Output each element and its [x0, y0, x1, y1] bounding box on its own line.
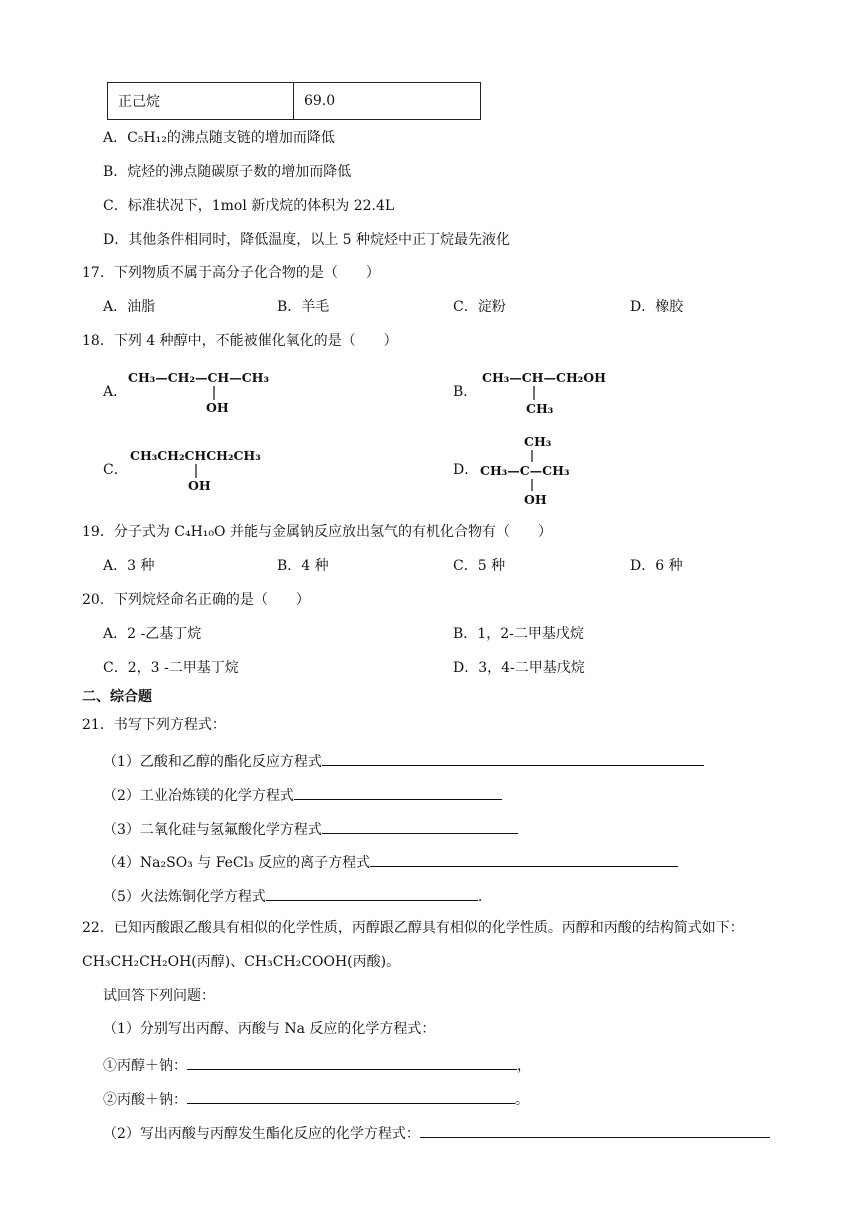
q19-option-a: A．3 种 [103, 558, 155, 574]
q17-option-c: C．淀粉 [453, 299, 506, 315]
q20-option-b: B．1，2-二甲基戊烷 [453, 626, 584, 642]
q18-option-b-label: B． [453, 384, 478, 400]
structure-c [130, 444, 270, 496]
q17-option-b: B．羊毛 [277, 299, 330, 315]
q22-sub-1-text: ①丙醇＋钠： [103, 1058, 187, 1074]
structure-b-chain: CH₃—CH—CH₂OH [482, 370, 606, 385]
q21-answer-line-4[interactable] [370, 850, 678, 867]
structure-a-sub: OH [206, 400, 229, 415]
q21-part-1 [103, 749, 704, 772]
q22-stem-line-2: CH₃CH₂CH₂OH(丙醇)、CH₃CH₂COOH(丙酸)。 [82, 954, 401, 970]
structure-c-sub: OH [188, 478, 211, 493]
q20-option-c: C．2，3 -二甲基丁烷 [103, 660, 239, 676]
structure-d-top: CH₃ [524, 434, 552, 449]
q16-option-d: D．其他条件相同时，降低温度，以上 5 种烷烃中正丁烷最先液化 [103, 232, 511, 248]
q21-answer-line-3[interactable] [322, 817, 518, 834]
q21-stem: 21．书写下列方程式： [82, 717, 226, 733]
q21-part-2-text: （2）工业冶炼镁的化学方程式 [103, 788, 294, 804]
q18-option-c-label: C． [103, 462, 128, 478]
q22-sub-1-end: ， [517, 1058, 531, 1074]
q22-part-2-text: （2）写出丙酸与丙醇发生酯化反应的化学方程式： [103, 1126, 420, 1142]
structure-d-chain: CH₃—C—CH₃ [480, 463, 570, 478]
q17-option-d: D．橡胶 [630, 299, 684, 315]
q19-option-d: D．6 种 [630, 558, 683, 574]
q21-part-3 [103, 817, 518, 840]
q21-part-4 [103, 850, 678, 873]
q22-sub-1 [103, 1053, 531, 1076]
q18-stem: 18．下列 4 种醇中，不能被催化氧化的是（ ） [82, 333, 398, 349]
q19-option-b: B．4 种 [277, 558, 329, 574]
q22-sub-2 [103, 1087, 529, 1110]
q20-option-a: A．2 -乙基丁烷 [103, 626, 202, 642]
structure-a [128, 366, 268, 418]
q22-stem-line-1: 22．已知丙酸跟乙酸具有相似的化学性质，丙醇跟乙醇具有相似的化学性质。丙醇和丙酸的结构简式如下： [82, 920, 744, 936]
q22-answer-line-3[interactable] [420, 1121, 770, 1138]
q22-part-2 [103, 1121, 770, 1144]
structure-d [480, 430, 590, 510]
q21-part-3-text: （3）二氧化硅与氢氟酸化学方程式 [103, 822, 322, 838]
q21-answer-line-2[interactable] [294, 783, 502, 800]
q22-ask: 试回答下列问题： [103, 988, 215, 1004]
q21-part-2 [103, 783, 502, 806]
q16-option-a: A．C₅H₁₂的沸点随支链的增加而降低 [103, 130, 335, 146]
boiling-point-table [107, 82, 481, 120]
q17-option-a: A．油脂 [103, 299, 156, 315]
structure-d-sub: OH [524, 492, 547, 507]
section-heading: 二、综合题 [82, 689, 152, 705]
q22-answer-line-1[interactable] [187, 1053, 517, 1070]
q16-option-c: C．标准状况下，1mol 新戊烷的体积为 22.4L [103, 198, 395, 214]
structure-b-sub: CH₃ [526, 401, 554, 416]
q22-part-1: （1）分别写出丙醇、丙酸与 Na 反应的化学方程式： [103, 1021, 436, 1037]
structure-b [482, 366, 622, 420]
q21-answer-line-5[interactable] [266, 884, 478, 901]
q21-part-5-end: . [477, 889, 483, 905]
q20-option-d: D．3，4-二甲基戊烷 [453, 660, 585, 676]
q17-stem: 17．下列物质不属于高分子化合物的是（ ） [82, 265, 380, 281]
structure-c-chain: CH₃CH₂CHCH₂CH₃ [130, 448, 261, 463]
q19-stem: 19．分子式为 C₄H₁₀O 并能与金属钠反应放出氢气的有机化合物有（ ） [82, 524, 552, 540]
q22-sub-2-end: 。 [515, 1092, 529, 1108]
table-row [108, 83, 481, 120]
q20-stem: 20．下列烷烃命名正确的是（ ） [82, 592, 310, 608]
q22-answer-line-2[interactable] [187, 1087, 515, 1104]
table-cell-value: 69.0 [294, 83, 481, 120]
q19-option-c: C．5 种 [453, 558, 506, 574]
q18-option-d-label: D． [453, 462, 479, 478]
q22-sub-2-text: ②丙酸＋钠： [103, 1092, 187, 1108]
structure-a-chain: CH₃—CH₂—CH—CH₃ [128, 370, 269, 385]
q18-option-a-label: A． [103, 384, 128, 400]
q21-part-1-text: （1）乙酸和乙醇的酯化反应方程式 [103, 754, 322, 770]
q16-option-b: B．烷烃的沸点随碳原子数的增加而降低 [103, 164, 352, 180]
q21-part-4-text: （4）Na₂SO₃ 与 FeCl₃ 反应的离子方程式 [103, 855, 371, 871]
table-cell-name: 正己烷 [108, 83, 294, 120]
q21-part-5-text: （5）火法炼铜化学方程式 [103, 889, 266, 905]
q21-answer-line-1[interactable] [322, 749, 704, 766]
q21-part-5 [103, 884, 482, 907]
